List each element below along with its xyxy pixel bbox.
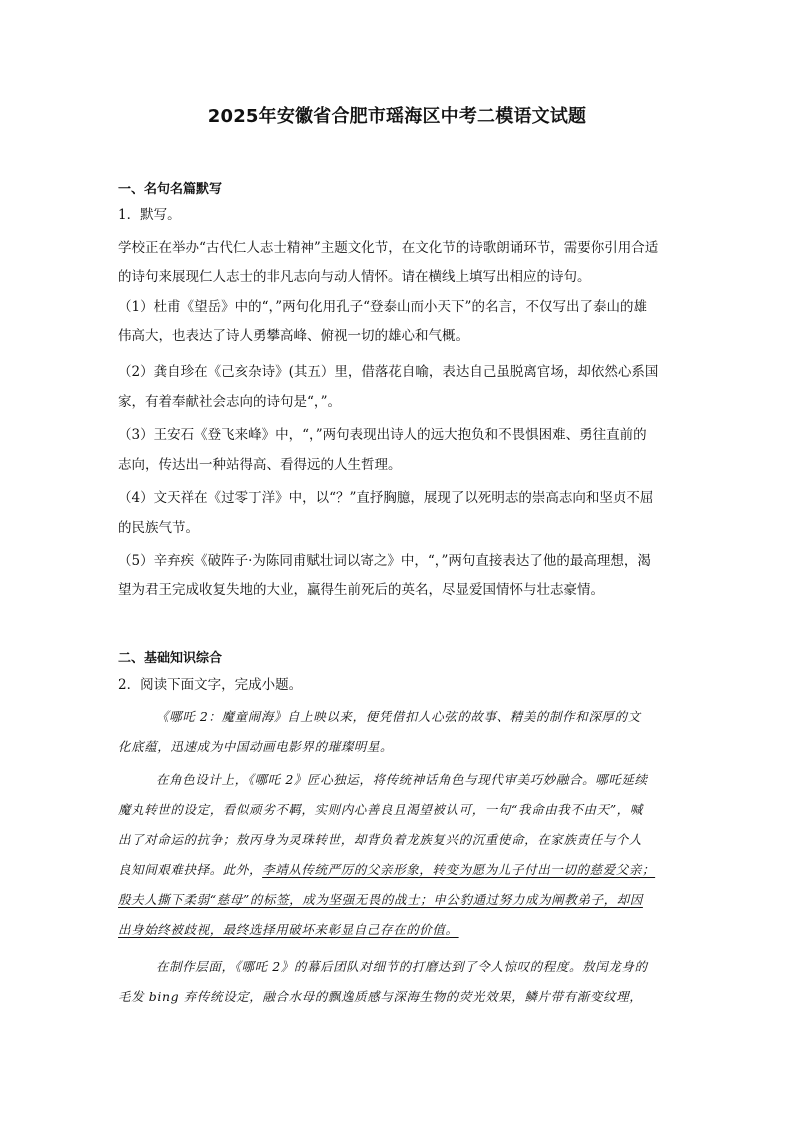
underlined-sentence: 出身始终被歧视，最终选择用破坏来彰显自己存在的价值。 <box>118 922 459 937</box>
question-1-item-3: （3）王安石《登飞来峰》中，“，”两句表现出诗人的远大抱负和不畏惧困难、勇往直前的 <box>118 427 647 443</box>
reading-paragraph-3-line: 毛发 bing 弃传统设定，融合水母的飘逸质感与深海生物的荧光效果，鳞片带有渐变纹理， <box>118 989 643 1004</box>
reading-paragraph-2-line <box>118 860 682 880</box>
question-1-label: 1．默写。 <box>118 207 181 223</box>
section-heading-1: 一、名句名篇默写 <box>118 182 223 197</box>
reading-paragraph-3-line: 在制作层面，《哪吒 2》的幕后团队对细节的打磨达到了令人惊叹的程度。敖闰龙身的 <box>156 959 648 974</box>
page-title: 2025年安徽省合肥市瑶海区中考二模语文试题 <box>207 106 587 127</box>
question-1-item-5-cont: 望为君王完成收复失地的大业，赢得生前死后的英名，尽显爱国情怀与壮志豪情。 <box>118 582 604 598</box>
question-1-text-line: 的诗句来展现仁人志士的非凡志向与动人情怀。请在横线上填写出相应的诗句。 <box>118 269 591 285</box>
reading-paragraph-2-line: 在角色设计上，《哪吒 2》匠心独运，将传统神话角色与现代审美巧妙融合。哪吒延续 <box>156 772 648 787</box>
question-1-item-4: （4）文天祥在《过零丁洋》中，以“？”直抒胸臆，展现了以死明志的崇高志向和坚贞不屈 <box>118 490 654 506</box>
question-1-item-2-cont: 家，有着奉献社会志向的诗句是“，”。 <box>118 394 342 410</box>
question-1-text-line: 学校正在举办“古代仁人志士精神”主题文化节，在文化节的诗歌朗诵环节，需要你引用合适 <box>118 240 659 256</box>
question-1-item-1: （1）杜甫《望岳》中的“，”两句化用孔子“登泰山而小天下”的名言，不仅写出了泰山的雄 <box>118 299 647 315</box>
question-2-label: 2．阅读下面文字，完成小题。 <box>118 677 303 693</box>
underlined-sentence: 李靖从传统严厉的父亲形象，转变为愿为儿子付出一切的慈爱父亲； <box>262 862 656 877</box>
underlined-sentence: 殷夫人撕下柔弱“慈母”的标签，成为坚强无畏的战士；申公豹通过努力成为阐教弟子，却因 <box>118 892 643 907</box>
reading-paragraph-2-line <box>118 920 682 940</box>
question-1-item-2: （2）龚自珍在《己亥杂诗》(其五）里，借落花自喻，表达自己虽脱离官场，却依然心系国 <box>118 364 659 380</box>
question-1-item-3-cont: 志向，传达出一种站得高、看得远的人生哲理。 <box>118 457 402 473</box>
reading-paragraph-2-line: 出了对命运的抗争；敖丙身为灵珠转世，却背负着龙族复兴的沉重使命，在家族责任与个人 <box>118 832 643 847</box>
reading-text-segment: 良知间艰难抉择。此外， <box>118 862 263 877</box>
reading-paragraph-2-line: 魔丸转世的设定，看似顽劣不羁，实则内心善良且渴望被认可，一句“我命由我不由天”，喊 <box>118 802 643 817</box>
section-heading-2: 二、基础知识综合 <box>118 651 223 666</box>
question-1-item-4-cont: 的民族气节。 <box>118 520 199 536</box>
question-1-item-5: （5）辛弃疾《破阵子·为陈同甫赋壮词以寄之》中，“，”两句直接表达了他的最高理想，渴 <box>118 553 651 569</box>
question-1-item-1-cont: 伟高大，也表达了诗人勇攀高峰、俯视一切的雄心和气概。 <box>118 328 469 344</box>
reading-paragraph-1-line: 《哪吒 2：魔童闹海》自上映以来，便凭借扣人心弦的故事、精美的制作和深厚的文 <box>156 709 641 724</box>
reading-paragraph-1-line: 化底蕴，迅速成为中国动画电影界的璀璨明星。 <box>118 739 394 754</box>
